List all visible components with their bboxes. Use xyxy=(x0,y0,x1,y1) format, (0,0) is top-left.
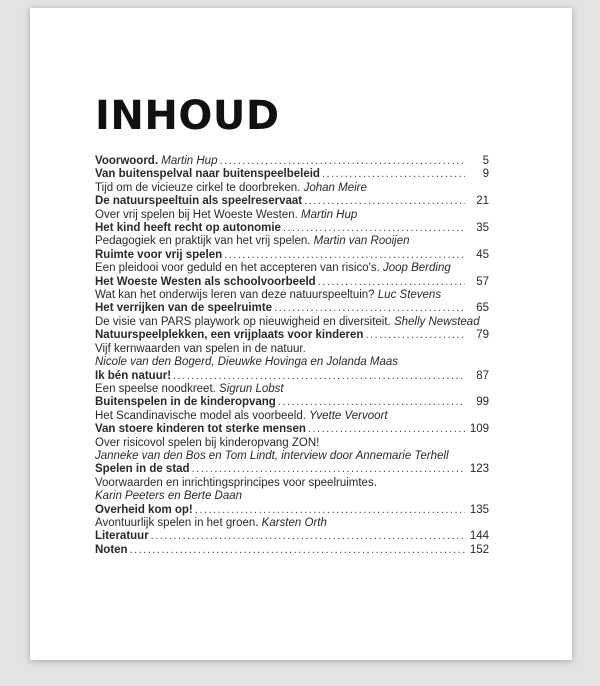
toc-text-segment-regular: De visie van PARS playwork op nieuwigheid en diversiteit. xyxy=(95,315,394,328)
toc-entry-text xyxy=(95,504,193,517)
toc-entry xyxy=(95,249,489,262)
toc-text-segment-bold: Het Woeste Westen als schoolvoorbeeld xyxy=(95,275,316,288)
page-number: 123 xyxy=(469,463,489,476)
toc-entry-text xyxy=(95,316,480,329)
toc-entry xyxy=(95,396,489,409)
toc-entry-text xyxy=(95,356,398,369)
toc-entry-text xyxy=(95,182,367,195)
toc-subline xyxy=(95,356,489,369)
toc-entry-text xyxy=(95,410,388,423)
toc-entry-text xyxy=(95,195,302,208)
toc-entry-text xyxy=(95,329,363,342)
toc-text-segment-bold: Spelen in de stad xyxy=(95,463,190,476)
toc-entry xyxy=(95,329,489,342)
toc-text-segment-italic: Sigrun Lobst xyxy=(219,382,284,395)
page-number: 99 xyxy=(476,396,489,409)
page-number: 135 xyxy=(469,503,489,516)
page-number: 57 xyxy=(476,275,489,288)
toc-text-segment-regular: Een speelse noodkreet. xyxy=(95,382,220,395)
toc-entry-text xyxy=(95,517,327,530)
toc-subline xyxy=(95,517,489,530)
toc-entry-text xyxy=(95,302,272,315)
toc-subline xyxy=(95,343,489,356)
toc-text-segment-italic: Martin Hup xyxy=(161,155,218,167)
toc-text-segment-regular: Over risicovol spelen bij kinderopvang ZON! xyxy=(95,436,320,449)
toc-text-segment-bold: Literatuur xyxy=(95,530,149,543)
toc-text-segment-bold: Van stoere kinderen tot sterke mensen xyxy=(95,423,306,436)
toc-text-segment-regular: Tijd om de vicieuze cirkel te doorbreken. xyxy=(95,181,304,194)
toc-text-segment-italic: Nicole van den Bogerd, Dieuwke Hovinga en Jolanda Maas xyxy=(95,356,399,369)
toc-entry-text xyxy=(95,343,306,356)
toc-text-segment-bold: Van buitenspelval naar buitenspeelbeleid xyxy=(95,168,320,181)
toc-entry xyxy=(95,302,489,315)
toc-entry-text xyxy=(95,289,441,302)
toc-entry xyxy=(95,423,489,436)
dot-leader xyxy=(224,249,465,262)
toc-entry-text xyxy=(95,463,190,476)
dot-leader xyxy=(304,195,465,208)
page-number: 79 xyxy=(476,329,489,342)
dot-leader xyxy=(219,155,465,168)
toc-text-segment-regular: Over vrij spelen bij Het Woeste Westen. xyxy=(95,208,302,221)
toc-entry xyxy=(95,222,489,235)
dot-leader xyxy=(173,370,465,383)
toc-subline xyxy=(95,262,489,275)
toc-entry-text xyxy=(95,544,128,557)
toc-subline xyxy=(95,383,489,396)
book-page xyxy=(30,8,572,660)
toc-text-segment-italic: Luc Stevens xyxy=(377,289,442,302)
toc-text-segment-italic: Martin van Rooijen xyxy=(313,235,410,248)
toc-entry-text xyxy=(95,423,306,436)
toc-entry xyxy=(95,195,489,208)
toc-text-segment-bold: Overheid kom op! xyxy=(95,503,193,516)
toc-entry-text xyxy=(95,262,451,275)
toc-entry-text xyxy=(95,209,357,222)
page-number: 35 xyxy=(476,222,489,235)
dot-leader xyxy=(192,463,465,476)
toc-entry-text xyxy=(95,450,449,463)
dot-leader xyxy=(130,544,465,557)
toc-text-segment-bold: Natuurspeelplekken, een vrijplaats voor kinderen xyxy=(95,329,364,342)
toc-subline xyxy=(95,235,489,248)
toc-text-segment-italic: Shelly Newstead xyxy=(393,315,480,328)
toc-entry-text xyxy=(95,168,320,181)
toc-text-segment-bold: Voorwoord. xyxy=(95,155,162,167)
page-number: 5 xyxy=(482,155,489,167)
toc-subline xyxy=(95,437,489,450)
dot-leader xyxy=(278,396,465,409)
toc-subline xyxy=(95,289,489,302)
dot-leader xyxy=(308,423,465,436)
toc-subline xyxy=(95,209,489,222)
toc-text-segment-italic: Karsten Orth xyxy=(261,516,327,529)
page-number: 109 xyxy=(469,423,489,436)
toc-text-segment-regular: Voorwaarden en inrichtingsprincipes voor speelruimtes. xyxy=(95,476,377,489)
dot-leader xyxy=(322,168,465,181)
toc-text-segment-regular: Vijf kernwaarden van spelen in de natuur. xyxy=(95,342,306,355)
toc-entry-text xyxy=(95,383,284,396)
toc-entry-text xyxy=(95,396,276,409)
toc-entry xyxy=(95,276,489,289)
toc-text-segment-bold: Het kind heeft recht op autonomie xyxy=(95,222,281,235)
toc-entry-text xyxy=(95,477,377,490)
toc-text-segment-bold: De natuurspeeltuin als speelreservaat xyxy=(95,195,303,208)
toc-entry-text xyxy=(95,276,316,289)
toc-entry xyxy=(95,530,489,543)
toc-text-segment-italic: Johan Meire xyxy=(303,181,367,194)
toc-subline xyxy=(95,316,489,329)
page-number: 45 xyxy=(476,248,489,261)
toc-text-segment-italic: Yvette Vervoort xyxy=(309,409,388,422)
toc-text-segment-bold: Buitenspelen in de kinderopvang xyxy=(95,396,276,409)
toc-text-segment-bold: Ruimte voor vrij spelen xyxy=(95,248,223,261)
page-number: 21 xyxy=(476,195,489,208)
toc-entry xyxy=(95,370,489,383)
toc-entry xyxy=(95,544,489,557)
toc-entry-text xyxy=(95,490,242,503)
toc-entry-text xyxy=(95,235,410,248)
dot-leader xyxy=(318,276,465,289)
toc-text-segment-regular: Avontuurlijk spelen in het groen. xyxy=(95,516,262,529)
toc-entry-text xyxy=(95,530,149,543)
toc-text-segment-regular: Een pleidooi voor geduld en het accepteren van risico's. xyxy=(95,262,383,275)
toc-entry xyxy=(95,463,489,476)
dot-leader xyxy=(283,222,465,235)
toc-entry-text xyxy=(95,370,171,383)
dot-leader xyxy=(151,530,465,543)
page-title: INHOUD xyxy=(95,93,280,139)
toc-text-segment-italic: Martin Hup xyxy=(301,208,358,221)
toc-entry-text xyxy=(95,155,217,168)
toc-entry xyxy=(95,504,489,517)
toc-subline xyxy=(95,182,489,195)
toc-text-segment-bold: Het verrijken van de speelruimte xyxy=(95,302,273,315)
toc-entry-text xyxy=(95,249,222,262)
toc-subline xyxy=(95,450,489,463)
toc-subline xyxy=(95,490,489,503)
toc-entry xyxy=(95,155,489,168)
page-number: 9 xyxy=(482,168,489,181)
table-of-contents xyxy=(95,155,489,557)
page-number: 87 xyxy=(476,369,489,382)
page-number: 144 xyxy=(469,530,489,543)
toc-text-segment-bold: Noten xyxy=(95,543,128,556)
toc-text-segment-italic: Karin Peeters en Berte Daan xyxy=(95,490,243,503)
page-number: 152 xyxy=(469,543,489,556)
toc-text-segment-italic: Joop Berding xyxy=(382,262,451,275)
page-number: 65 xyxy=(476,302,489,315)
dot-leader xyxy=(274,302,465,315)
dot-leader xyxy=(195,504,465,517)
toc-text-segment-regular: Het Scandinavische model als voorbeeld. xyxy=(95,409,310,422)
toc-entry-text xyxy=(95,222,281,235)
toc-text-segment-bold: Ik bén natuur! xyxy=(95,369,172,382)
toc-text-segment-regular: Wat kan het onderwijs leren van deze natuurspeeltuin? xyxy=(95,289,378,302)
toc-entry xyxy=(95,168,489,181)
toc-text-segment-italic: Janneke van den Bos en Tom Lindt, interview door Annemarie Terhell xyxy=(95,449,449,462)
toc-subline xyxy=(95,410,489,423)
toc-entry-text xyxy=(95,437,319,450)
toc-text-segment-regular: Pedagogiek en praktijk van het vrij spelen. xyxy=(95,235,314,248)
dot-leader xyxy=(365,329,465,342)
toc-subline xyxy=(95,477,489,490)
